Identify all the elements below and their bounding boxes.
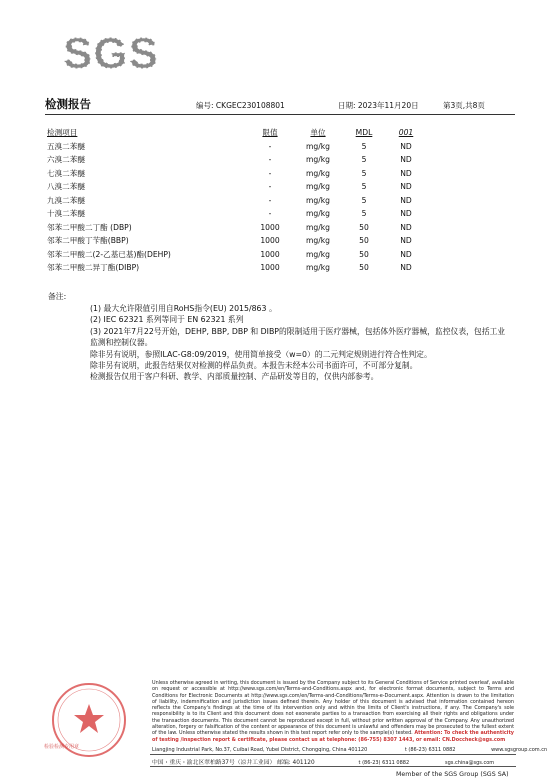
sgs-logo <box>62 24 160 76</box>
cell-limit: - <box>268 195 272 205</box>
table-row <box>45 140 426 154</box>
table-row <box>45 234 426 248</box>
cell-limit: - <box>268 141 272 151</box>
footer-address-en <box>152 747 547 753</box>
cell-unit: mg/kg <box>306 222 330 232</box>
cell-limit: - <box>268 182 272 192</box>
address-en: Liangjing Industrial Park, No.37, Cuibai Road, Yubei District, Chongqing, China 401120 <box>152 747 368 753</box>
cell-result: ND <box>400 222 412 232</box>
cell-limit: 1000 <box>260 263 280 273</box>
member-notice: Member of the SGS Group (SGS SA) <box>396 771 509 778</box>
cell-unit: mg/kg <box>306 168 330 178</box>
cell-unit: mg/kg <box>306 182 330 192</box>
cell-mdl: 50 <box>359 222 369 232</box>
footer-disclaimer <box>152 680 514 743</box>
cell-item: 邻苯二甲酸二异丁酯(DIBP) <box>47 263 140 273</box>
cell-result: ND <box>400 263 412 273</box>
footer-bottom-rule <box>150 766 516 767</box>
website: www.sgsgroup.com.cn <box>491 747 548 753</box>
cell-result: ND <box>400 236 412 246</box>
authenticity-notice: Attention: To check the authenticity of testing /inspection report & certificate, please contact us at telephone: (86-755) 8307 1443, or email: CN.Doccheck@sgs.com <box>152 730 514 743</box>
report-date: 日期: 2023年11月20日 <box>338 101 419 110</box>
notes-label: 备注: <box>48 292 67 301</box>
table-row <box>45 207 426 221</box>
cell-unit: mg/kg <box>306 249 330 259</box>
email: sgs.china@sgs.com <box>444 760 495 766</box>
cell-item: 九溴二苯醚 <box>47 195 85 205</box>
sgs-logo-text: SGS <box>63 29 159 76</box>
report-number: 编号: CKGEC230108801 <box>196 101 285 110</box>
cell-mdl: 5 <box>361 168 367 178</box>
cell-limit: - <box>268 209 272 219</box>
header-result: 001 <box>398 128 414 138</box>
cell-result: ND <box>400 182 412 192</box>
cell-result: ND <box>400 155 412 165</box>
header-item: 检测项目 <box>47 128 78 138</box>
cell-unit: mg/kg <box>306 209 330 219</box>
cell-unit: mg/kg <box>306 155 330 165</box>
cell-item: 邻苯二甲酸二(2-乙基已基)酯(DEHP) <box>47 249 171 259</box>
cell-mdl: 50 <box>359 249 369 259</box>
cell-mdl: 5 <box>361 141 367 151</box>
cell-limit: 1000 <box>260 249 280 259</box>
disclaimer-text: Unless otherwise agreed in writing, this document is issued by the Company subject to its General Conditions of Service printed overleaf, available on request or accessible at http://www.sgs.com/en/Terms-and-Conditions.aspx and, for electronic format documents, subject to Terms and Conditions for Electronic Documents at http://www.sgs.com/en/Terms-and-Conditions/Terms-e-Document.aspx. Attention is drawn to the limitation of liability, indemnification and jurisdiction issues defined therein. Any holder of this document is advised that information contained hereon reflects the Company's findings at the time of its intervention only and within the limits of Client's instructions, if any. The Company's sole responsibility is to its Client and this document does not exonerate parties to a transaction from exercising all their rights and obligations under the transaction documents. This document cannot be reproduced except in full, without prior written approval of the Company. Any unauthorized alteration, forgery or falsification of the content or appearance of this document is unlawful and offenders may be prosecuted to the fullest extent of the law. Unless otherwise stated the results shown in this test report refer only to the sample(s) tested. <box>152 680 514 737</box>
cell-unit: mg/kg <box>306 263 330 273</box>
cell-mdl: 5 <box>361 155 367 165</box>
cell-mdl: 5 <box>361 195 367 205</box>
cell-mdl: 50 <box>359 263 369 273</box>
note-1: (1) 最大允许限值引用自RoHS指令(EU) 2015/863 。 <box>90 304 277 313</box>
cell-unit: mg/kg <box>306 195 330 205</box>
table-row <box>45 167 426 181</box>
table-row <box>45 261 426 275</box>
cell-item: 七溴二苯醚 <box>47 168 85 178</box>
table-row <box>45 153 426 167</box>
cell-result: ND <box>400 249 412 259</box>
address-cn: 中国・重庆・渝北区翠柏路37号（凉井工业园） 邮编: 401120 <box>152 760 315 766</box>
seal-label: 检验检测专用章 <box>44 744 80 750</box>
cell-limit: 1000 <box>260 236 280 246</box>
header-limit: 限值 <box>262 128 278 138</box>
cell-mdl: 50 <box>359 236 369 246</box>
header-divider <box>45 114 515 115</box>
table-row <box>45 194 426 208</box>
cell-result: ND <box>400 209 412 219</box>
cell-result: ND <box>400 195 412 205</box>
cell-limit: 1000 <box>260 222 280 232</box>
cell-result: ND <box>400 168 412 178</box>
cell-item: 八溴二苯醚 <box>47 182 85 192</box>
phone-en: t (86-23) 6311 0882 <box>404 747 456 753</box>
cell-mdl: 5 <box>361 209 367 219</box>
cell-limit: - <box>268 168 272 178</box>
cell-result: ND <box>400 141 412 151</box>
table-row <box>45 221 426 235</box>
header-mdl: MDL <box>355 128 373 138</box>
note-5: 除非另有说明，此报告结果仅对检测的样品负责。本报告未经本公司书面许可，不可部分复制。 <box>90 361 418 371</box>
note-6: 检测报告仅用于客户科研、教学、内部质量控制、产品研发等目的，仅供内部参考。 <box>90 372 379 382</box>
cell-item: 邻苯二甲酸二丁酯 (DBP) <box>47 222 132 232</box>
cell-item: 六溴二苯醚 <box>47 155 85 165</box>
footer-divider <box>150 754 516 755</box>
table-row <box>45 248 426 262</box>
page-number: 第3页,共8页 <box>443 101 485 110</box>
cell-unit: mg/kg <box>306 236 330 246</box>
note-4: 除非另有说明，参照ILAC-G8:09/2019，使用简单接受（w=0）的二元判定规则进行符合性判定。 <box>90 349 432 359</box>
report-title: 检测报告 <box>45 97 91 111</box>
cell-limit: - <box>268 155 272 165</box>
results-table <box>45 126 426 275</box>
cell-unit: mg/kg <box>306 141 330 151</box>
notes-list <box>90 303 510 383</box>
note-2: (2) IEC 62321 系列等同于 EN 62321 系列 <box>90 315 244 325</box>
phone-cn: t (86-23) 6311 0882 <box>358 760 410 766</box>
cell-item: 邻苯二甲酸丁苄酯(BBP) <box>47 236 129 246</box>
header-unit: 单位 <box>310 128 326 138</box>
cell-item: 十溴二苯醚 <box>47 209 85 219</box>
cell-item: 五溴二苯醚 <box>47 141 85 151</box>
cell-mdl: 5 <box>361 182 367 192</box>
table-row <box>45 180 426 194</box>
footer-address-cn <box>152 757 494 766</box>
table-header-row <box>45 126 426 140</box>
note-3: (3) 2021年7月22号开始，DEHP, BBP, DBP 和 DIBP的限制适用于医疗器械，包括体外医疗器械，监控仪表，包括工业监测和控制仪器。 <box>90 326 506 348</box>
